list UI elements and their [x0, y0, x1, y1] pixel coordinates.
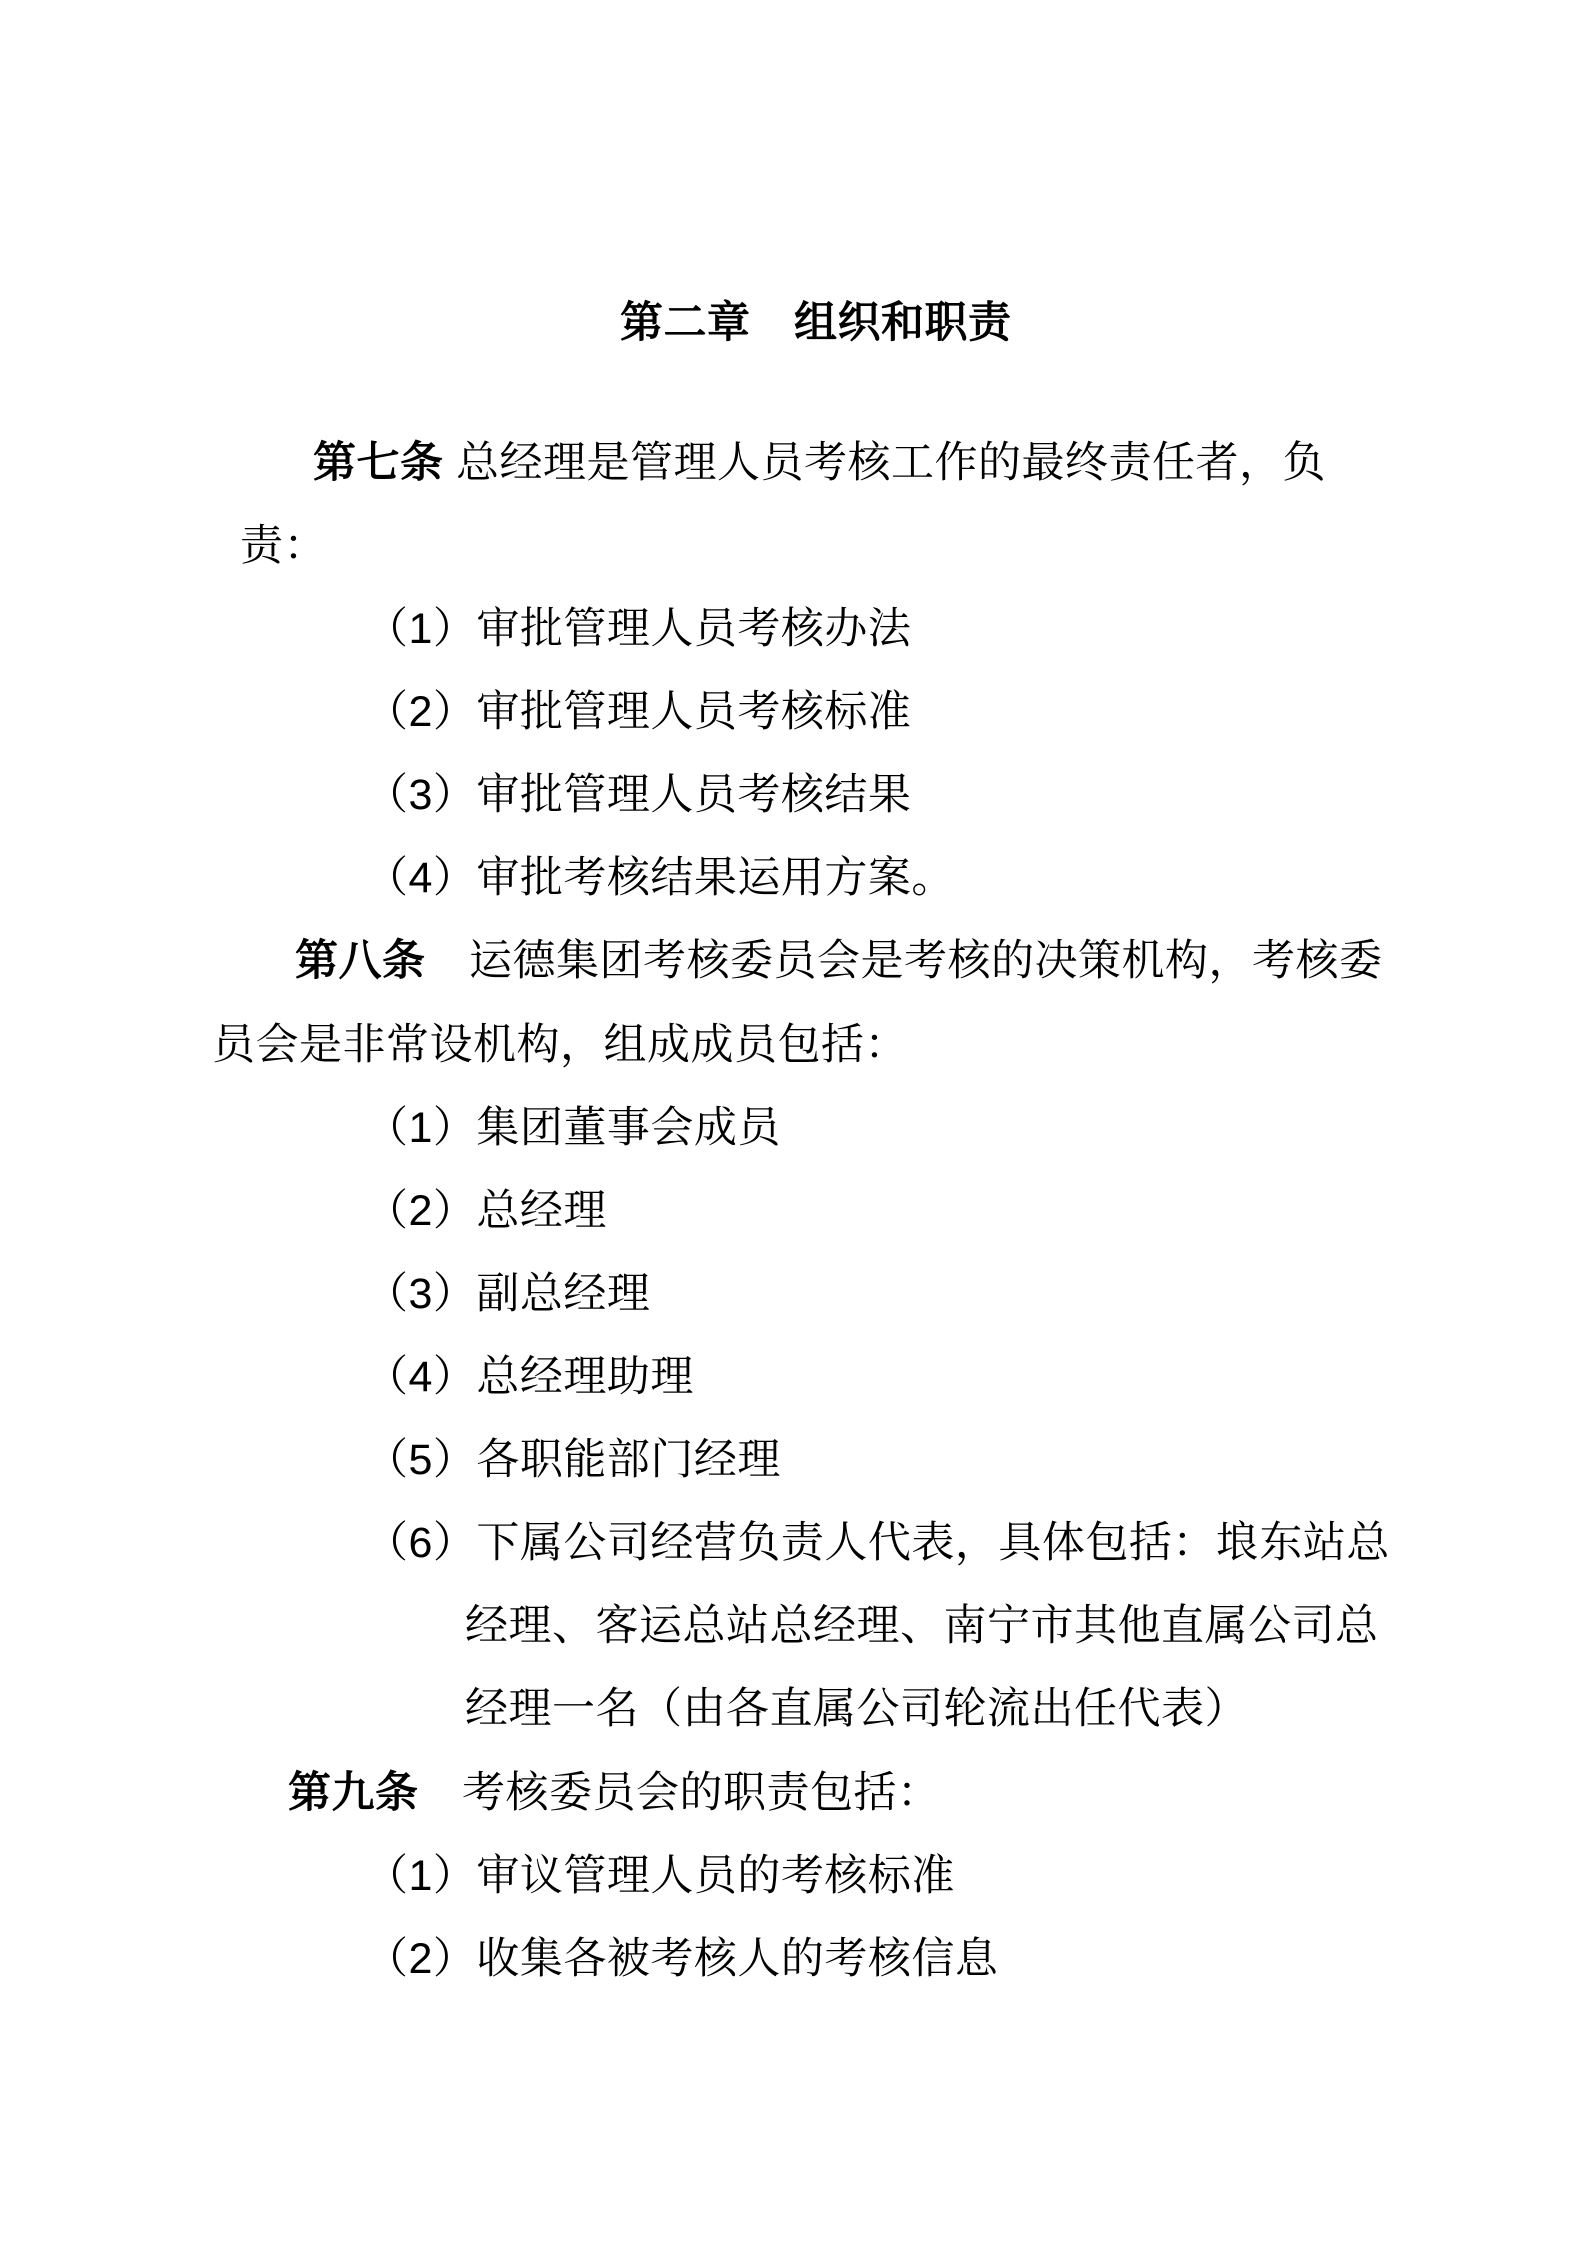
list-item — [365, 772, 911, 819]
list-item — [365, 1853, 955, 1900]
doc-line-article-8 — [295, 938, 1383, 985]
list-item — [365, 1188, 607, 1235]
line-text: 总经理是管理人员考核工作的最终责任者，负 — [443, 439, 1326, 487]
list-item-continuation — [465, 1603, 1379, 1650]
doc-line-article-7 — [313, 440, 1326, 487]
line-text: （1）审批管理人员考核办法 — [365, 605, 912, 653]
list-item-continuation — [465, 1686, 1248, 1733]
line-text: （3）审批管理人员考核结果 — [365, 771, 912, 819]
line-text: （4）总经理助理 — [365, 1353, 694, 1401]
line-text: 运德集团考核委员会是考核的决策机构，考核委 — [425, 937, 1383, 985]
list-item — [365, 1520, 1390, 1567]
line-text: （1）审议管理人员的考核标准 — [365, 1852, 955, 1900]
line-text: 考核委员会的职责包括： — [418, 1769, 941, 1817]
doc-line — [212, 1022, 908, 1069]
article-number: 第九条 — [288, 1769, 419, 1817]
doc-line — [240, 523, 327, 570]
line-text: （1）集团董事会成员 — [365, 1104, 781, 1152]
doc-line-article-9 — [288, 1770, 941, 1817]
list-item — [365, 1105, 781, 1152]
list-item — [365, 1354, 694, 1401]
list-item — [365, 1936, 998, 1983]
line-text: （2）审批管理人员考核标准 — [365, 688, 912, 736]
line-text: （2）总经理 — [365, 1187, 607, 1235]
line-text: （4）审批考核结果运用方案。 — [365, 854, 955, 902]
list-item — [365, 1437, 781, 1484]
line-text: 责： — [240, 522, 327, 570]
list-item — [365, 689, 911, 736]
line-text: （5）各职能部门经理 — [365, 1436, 781, 1484]
article-number: 第八条 — [295, 937, 426, 985]
chapter-title: 第二章 组织和职责 — [620, 299, 1012, 347]
list-item — [365, 855, 955, 902]
article-number: 第七条 — [313, 439, 444, 487]
line-text: （6）下属公司经营负责人代表，具体包括：埌东站总 — [365, 1519, 1390, 1567]
list-item — [365, 606, 911, 653]
line-text: 经理一名（由各直属公司轮流出任代表） — [465, 1685, 1248, 1733]
line-text: 经理、客运总站总经理、南宁市其他直属公司总 — [465, 1602, 1379, 1650]
line-text: （3）副总经理 — [365, 1270, 651, 1318]
line-text: （2）收集各被考核人的考核信息 — [365, 1935, 999, 1983]
list-item — [365, 1271, 650, 1318]
line-text: 员会是非常设机构，组成成员包括： — [212, 1021, 908, 1069]
